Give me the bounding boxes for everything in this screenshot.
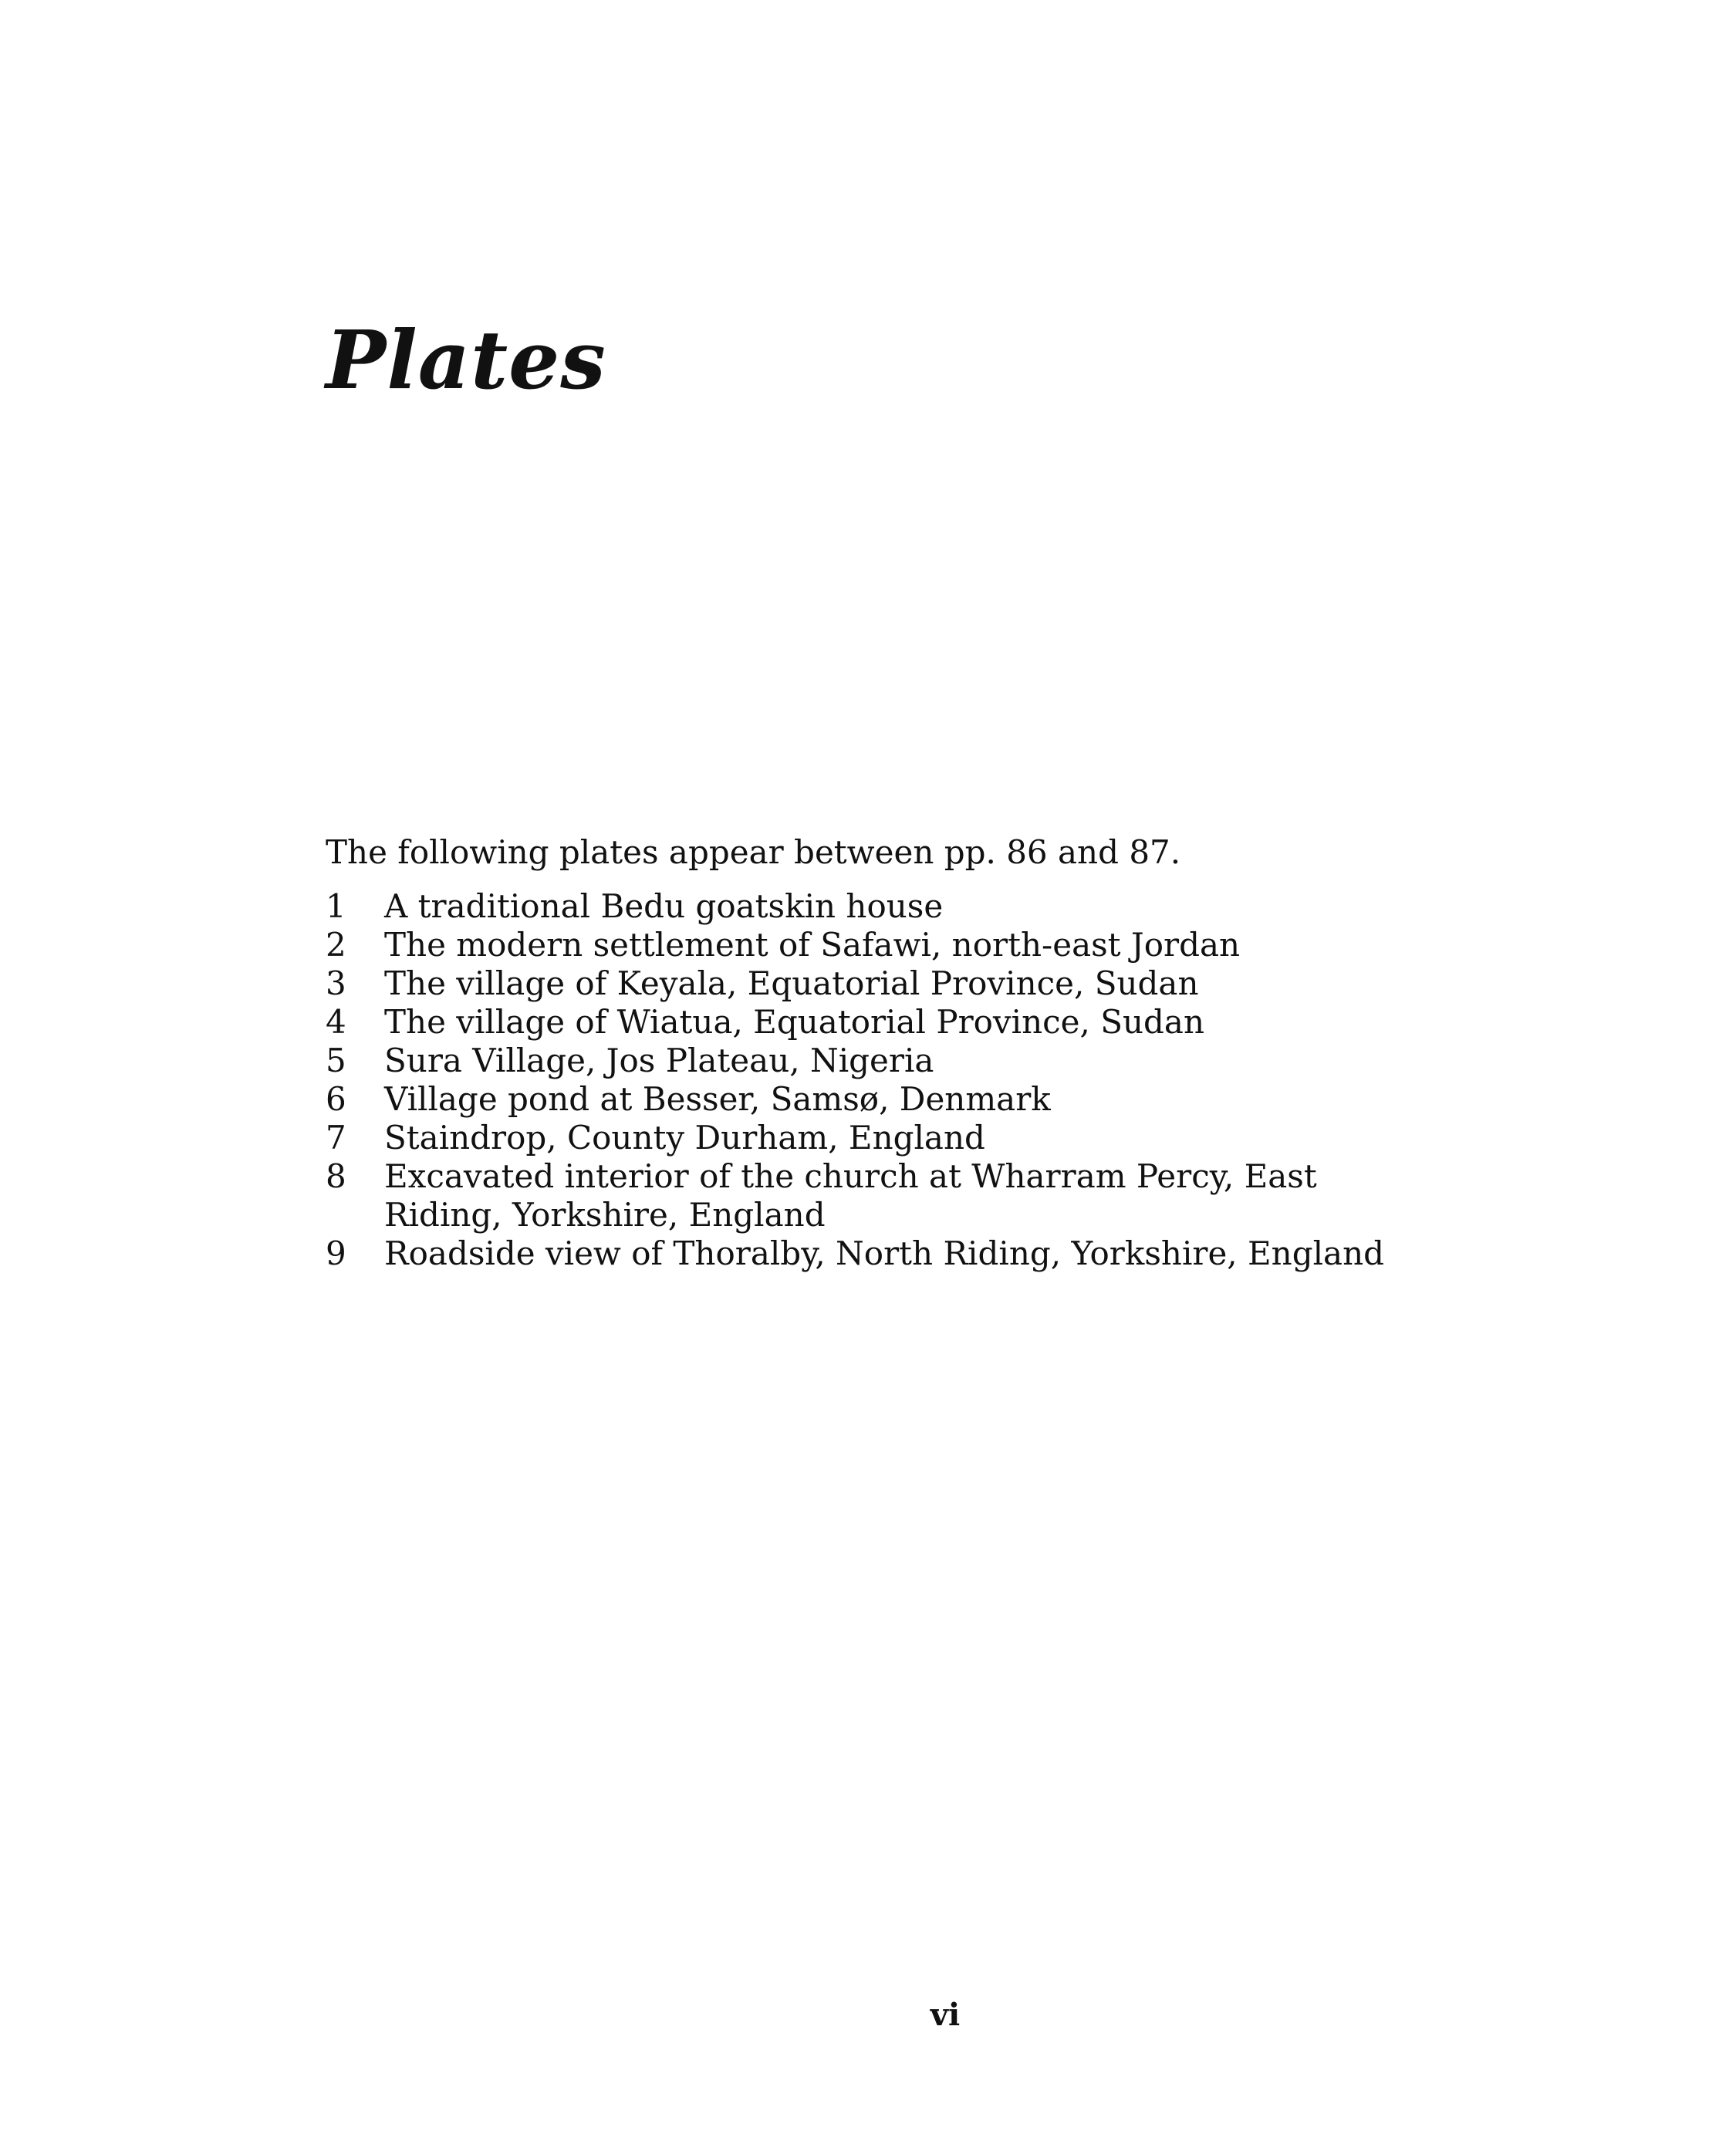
plate-caption: The village of Wiatua, Equatorial Province, Sudan bbox=[384, 1003, 1205, 1041]
plate-caption: The village of Keyala, Equatorial Province, Sudan bbox=[384, 964, 1199, 1002]
plate-item-6 bbox=[326, 1080, 1390, 1119]
plate-number: 5 bbox=[326, 1042, 346, 1079]
plate-number: 9 bbox=[326, 1234, 346, 1272]
plate-caption: Village pond at Besser, Samsø, Denmark bbox=[384, 1080, 1051, 1118]
plate-caption: A traditional Bedu goatskin house bbox=[384, 887, 944, 925]
plate-item-9 bbox=[326, 1234, 1390, 1273]
plates-list bbox=[326, 887, 1390, 1273]
page-number: vi bbox=[930, 1997, 961, 2033]
plate-item-4 bbox=[326, 1003, 1390, 1042]
plates-intro: The following plates appear between pp. 86 and 87. bbox=[326, 833, 1181, 871]
plate-number: 8 bbox=[326, 1157, 346, 1195]
plate-item-5 bbox=[326, 1042, 1390, 1080]
plate-number: 6 bbox=[326, 1080, 346, 1118]
plate-caption: Staindrop, County Durham, England bbox=[384, 1119, 985, 1157]
plate-item-7 bbox=[326, 1119, 1390, 1157]
plate-caption: Roadside view of Thoralby, North Riding, Yorkshire, England bbox=[384, 1234, 1385, 1272]
plate-caption: Excavated interior of the church at Wharram Percy, East Riding, Yorkshire, England bbox=[384, 1157, 1317, 1234]
plate-item-1 bbox=[326, 887, 1390, 926]
plate-number: 7 bbox=[326, 1119, 346, 1157]
plate-number: 1 bbox=[326, 887, 346, 925]
plate-number: 4 bbox=[326, 1003, 346, 1041]
plate-number: 2 bbox=[326, 926, 346, 964]
plate-caption: Sura Village, Jos Plateau, Nigeria bbox=[384, 1042, 934, 1079]
page-title: Plates bbox=[326, 312, 606, 407]
plate-caption: The modern settlement of Safawi, north-east Jordan bbox=[384, 926, 1241, 964]
plate-item-2 bbox=[326, 926, 1390, 964]
plate-number: 3 bbox=[326, 964, 346, 1002]
plate-item-8 bbox=[326, 1157, 1390, 1234]
plate-item-3 bbox=[326, 964, 1390, 1003]
